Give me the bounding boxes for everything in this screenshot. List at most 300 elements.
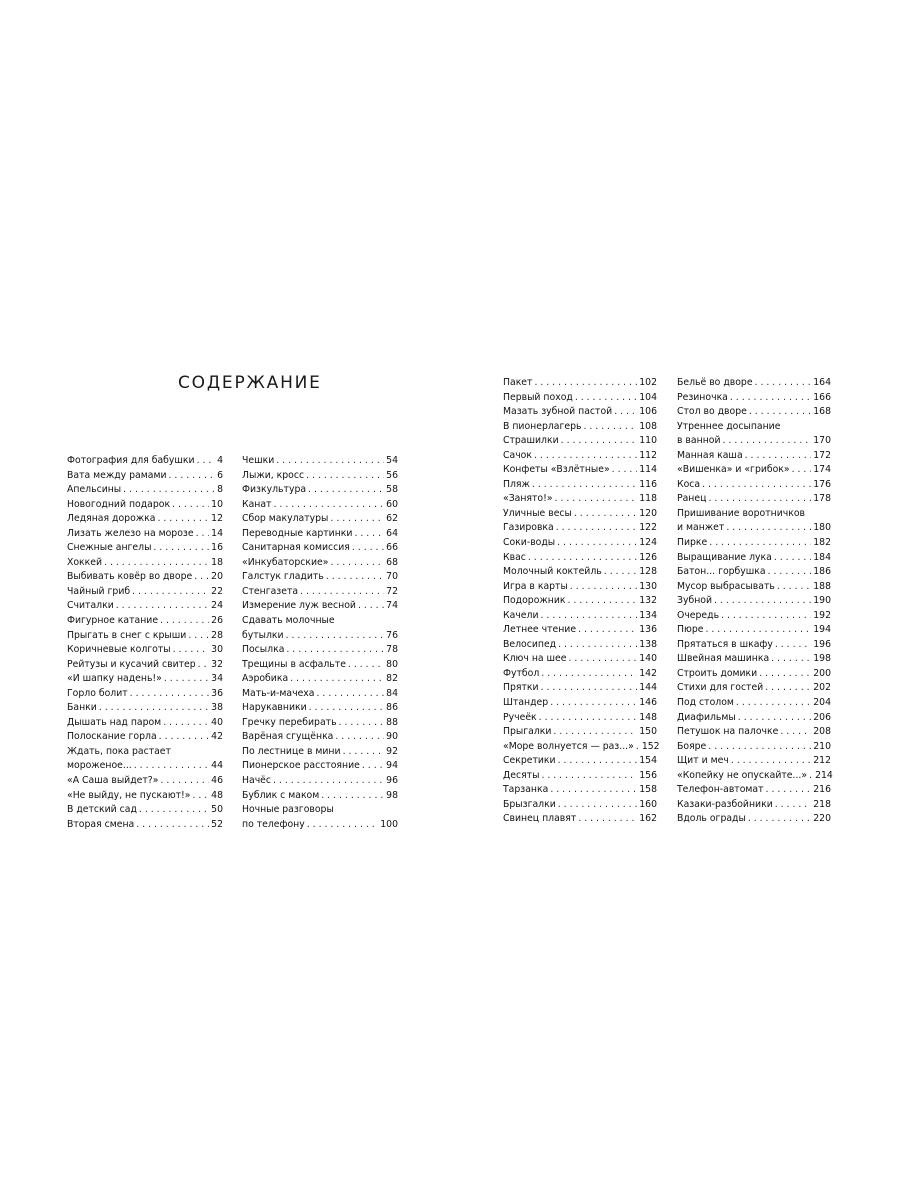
toc-entry-title: Нарукавники	[242, 702, 307, 714]
toc-entry[interactable]	[242, 716, 398, 731]
toc-entry[interactable]	[242, 498, 398, 513]
toc-entry-title: Хоккей	[67, 556, 103, 568]
toc-entry-page: 188	[813, 580, 831, 592]
toc-entry[interactable]	[503, 652, 657, 667]
toc-entry-title: Пюре	[677, 624, 704, 636]
dot-leader	[553, 725, 637, 740]
toc-entry[interactable]	[67, 512, 223, 527]
toc-entry[interactable]	[242, 774, 398, 789]
toc-entry-title: и манжет	[677, 522, 725, 534]
toc-entry-title: Зубной	[677, 595, 713, 607]
toc-entry[interactable]	[677, 580, 831, 595]
dot-leader	[330, 556, 384, 571]
toc-entry-page: 190	[813, 595, 831, 607]
toc-entry-page: 32	[211, 658, 223, 670]
dot-leader	[709, 536, 811, 551]
toc-entry-title: Секретики	[503, 755, 556, 767]
toc-entry[interactable]	[677, 391, 831, 406]
toc-entry-page: 54	[386, 455, 398, 466]
toc-entry-title: Уличные весы	[503, 507, 572, 519]
toc-entry-title: Апельсины	[67, 484, 122, 496]
toc-entry[interactable]	[677, 420, 831, 435]
toc-entry-page: 206	[813, 711, 831, 723]
toc-entry-title: Диафильмы	[677, 711, 736, 723]
toc-entry[interactable]	[503, 696, 657, 711]
dot-leader	[721, 609, 811, 624]
toc-entry-title: Измерение луж весной	[242, 600, 356, 612]
toc-entry[interactable]	[677, 711, 831, 726]
toc-entry[interactable]	[242, 701, 398, 716]
toc-entry[interactable]	[677, 667, 831, 682]
toc-entry[interactable]	[503, 740, 660, 755]
toc-entry-title: Резиночка	[677, 391, 728, 403]
toc-entry-title: Квас	[503, 551, 526, 563]
toc-entry[interactable]	[503, 725, 657, 740]
toc-entry[interactable]	[503, 681, 657, 696]
toc-entry[interactable]	[677, 638, 831, 653]
toc-entry[interactable]	[67, 730, 223, 745]
toc-entry[interactable]	[503, 478, 657, 493]
toc-entry[interactable]	[677, 507, 831, 522]
toc-entry[interactable]	[677, 681, 831, 696]
toc-entry-title: Игра в карты	[503, 580, 568, 592]
toc-entry[interactable]	[677, 521, 831, 536]
toc-entry-page: 192	[813, 609, 831, 621]
toc-entry[interactable]	[677, 812, 831, 827]
toc-entry[interactable]	[67, 454, 223, 469]
dot-leader	[570, 580, 637, 595]
toc-entry-page: 44	[211, 760, 223, 772]
toc-entry[interactable]	[67, 570, 223, 585]
toc-entry-page: 76	[386, 629, 398, 641]
dot-leader	[541, 681, 638, 696]
toc-entry-page: 84	[386, 687, 398, 699]
dot-leader	[730, 391, 811, 406]
toc-entry-page: 124	[639, 537, 657, 549]
toc-entry-title: Очередь	[677, 609, 720, 621]
toc-entry-page: 112	[639, 449, 657, 461]
toc-entry-page: 90	[386, 731, 398, 743]
toc-entry-page: 80	[386, 658, 398, 670]
dot-leader	[755, 376, 812, 391]
toc-entry[interactable]	[503, 463, 657, 478]
toc-entry[interactable]	[677, 696, 831, 711]
toc-entry[interactable]	[503, 754, 657, 769]
toc-entry[interactable]	[677, 594, 831, 609]
toc-entry-page: 22	[211, 585, 223, 597]
dot-leader	[104, 556, 209, 571]
toc-entry-title: Стихи для гостей	[677, 682, 764, 694]
toc-entry[interactable]	[67, 789, 223, 804]
dot-leader	[99, 701, 209, 716]
toc-entry-page: 98	[386, 789, 398, 801]
toc-entry[interactable]	[677, 565, 831, 580]
toc-entry-page: 218	[813, 798, 831, 810]
dot-leader	[348, 658, 384, 673]
toc-entry[interactable]	[242, 469, 398, 484]
toc-entry[interactable]	[67, 469, 223, 484]
toc-entry-page: 58	[386, 484, 398, 496]
toc-entry[interactable]	[242, 570, 398, 585]
dot-leader	[636, 740, 640, 755]
toc-entry-page: 220	[813, 813, 831, 825]
toc-entry-page: 74	[386, 600, 398, 612]
toc-entry[interactable]	[503, 507, 657, 522]
toc-entry[interactable]	[677, 463, 831, 478]
toc-entry[interactable]	[677, 769, 831, 784]
dot-leader	[286, 643, 384, 658]
dot-leader	[196, 527, 210, 542]
dot-leader	[541, 667, 637, 682]
toc-entry-title: Прыгалки	[503, 726, 552, 738]
toc-entry[interactable]	[67, 541, 223, 556]
toc-entry[interactable]	[67, 716, 223, 731]
toc-entry-title: Выращивание лука	[677, 551, 772, 563]
dot-leader	[558, 754, 638, 769]
dot-leader	[163, 716, 209, 731]
toc-entry[interactable]	[503, 623, 657, 638]
toc-entry[interactable]	[677, 449, 831, 464]
toc-entry-page: 62	[386, 513, 398, 525]
toc-entry[interactable]	[677, 798, 831, 813]
toc-entry[interactable]	[242, 527, 398, 542]
toc-entry[interactable]	[67, 527, 223, 542]
toc-entry[interactable]	[242, 803, 398, 818]
toc-entry[interactable]	[242, 759, 398, 774]
toc-entry[interactable]	[242, 599, 398, 614]
toc-entry-page: 26	[211, 615, 223, 627]
dot-leader	[194, 570, 209, 585]
toc-entry[interactable]	[503, 798, 657, 813]
toc-entry-page: 12	[211, 513, 223, 525]
toc-entry-title: Десяты	[503, 769, 540, 781]
toc-entry-title: Лизать железо на морозе	[67, 527, 194, 539]
toc-entry[interactable]	[677, 536, 831, 551]
dot-leader	[306, 469, 384, 484]
toc-entry-page: 102	[639, 377, 657, 388]
toc-entry-title: «Инкубаторские»	[242, 556, 329, 568]
toc-entry[interactable]	[242, 585, 398, 600]
dot-leader	[705, 623, 811, 638]
toc-entry-title: Ранец	[677, 493, 707, 505]
dot-leader	[575, 391, 637, 406]
toc-entry[interactable]	[242, 643, 398, 658]
toc-entry-title: Ждать, пока растает	[67, 745, 171, 757]
dot-leader	[276, 454, 384, 469]
dot-leader	[550, 696, 637, 711]
toc-entry-title: в ванной	[677, 435, 721, 447]
toc-entry-page: 170	[813, 435, 831, 447]
dot-leader	[748, 812, 811, 827]
dot-leader	[343, 745, 385, 760]
toc-entry[interactable]	[242, 512, 398, 527]
dot-leader	[173, 643, 210, 658]
toc-entry-title: Швейная машинка	[677, 653, 770, 665]
dot-leader	[528, 551, 637, 566]
toc-entry-page: 140	[639, 653, 657, 665]
toc-entry-title: Пляж	[503, 478, 530, 490]
toc-entry-page: 194	[813, 624, 831, 636]
toc-entry-page: 134	[639, 609, 657, 621]
dot-leader	[160, 774, 209, 789]
toc-entry-page: 14	[211, 527, 223, 539]
toc-entry-page: 210	[813, 740, 831, 752]
toc-entry[interactable]	[503, 667, 657, 682]
toc-entry[interactable]	[242, 556, 398, 571]
dot-leader	[130, 687, 209, 702]
toc-entry[interactable]	[242, 658, 398, 673]
toc-entry[interactable]	[503, 551, 657, 566]
toc-entry-page: 120	[639, 507, 657, 519]
toc-entry[interactable]	[67, 556, 223, 571]
toc-entry[interactable]	[503, 391, 657, 406]
toc-entry[interactable]	[677, 492, 831, 507]
toc-entry[interactable]	[503, 376, 657, 391]
toc-entry[interactable]	[67, 687, 223, 702]
toc-entry[interactable]	[503, 812, 657, 827]
toc-entry-page: 176	[813, 478, 831, 490]
toc-entry[interactable]	[67, 672, 223, 687]
dot-leader	[188, 629, 209, 644]
toc-entry-title: Пришивание воротничков	[677, 507, 806, 519]
toc-entry-page: 48	[211, 789, 223, 801]
toc-entry-page: 136	[639, 624, 657, 636]
toc-entry[interactable]	[503, 434, 657, 449]
toc-entry-title: «И шапку надень!»	[67, 673, 162, 685]
toc-entry[interactable]	[242, 614, 398, 629]
toc-entry-title: Бублик с маком	[242, 789, 320, 801]
dot-leader	[541, 769, 637, 784]
toc-entry[interactable]	[503, 565, 657, 580]
toc-entry-title: Начёс	[242, 775, 272, 787]
toc-entry[interactable]	[503, 594, 657, 609]
toc-entry-page: 132	[639, 595, 657, 607]
toc-entry[interactable]	[67, 818, 223, 833]
page-title: СОДЕРЖАНИЕ	[178, 373, 322, 393]
dot-leader	[160, 614, 209, 629]
toc-entry-page: 130	[639, 580, 657, 592]
toc-entry[interactable]	[242, 672, 398, 687]
toc-entry[interactable]	[242, 541, 398, 556]
toc-entry-title: Конфеты «Взлётные»	[503, 464, 610, 476]
toc-entry-title: Чешки	[242, 455, 275, 466]
dot-leader	[780, 725, 811, 740]
toc-entry-title: Новогодний подарок	[67, 498, 171, 510]
toc-column-3	[503, 376, 660, 827]
dot-leader	[164, 672, 209, 687]
toc-entry-page: 86	[386, 702, 398, 714]
dot-leader	[612, 463, 638, 478]
toc-column-2	[242, 454, 398, 832]
toc-entry-page: 212	[813, 755, 831, 767]
toc-entry-page: 108	[639, 420, 657, 432]
dot-leader	[308, 483, 384, 498]
toc-entry-title: Вата между рамами	[67, 469, 167, 481]
toc-entry[interactable]	[503, 638, 657, 653]
toc-entry[interactable]	[503, 536, 657, 551]
toc-entry[interactable]	[503, 521, 657, 536]
toc-entry-title: Казаки-разбойники	[677, 798, 773, 810]
toc-entry-page: 110	[639, 435, 657, 447]
dot-leader	[555, 492, 638, 507]
toc-entry-title: Под столом	[677, 697, 734, 709]
dot-leader	[708, 740, 811, 755]
toc-entry-page: 64	[386, 527, 398, 539]
dot-leader	[132, 585, 209, 600]
toc-entry[interactable]	[503, 711, 657, 726]
toc-entry-page: 10	[211, 498, 223, 510]
toc-entry-page: 154	[639, 755, 657, 767]
toc-entry[interactable]	[677, 434, 831, 449]
toc-entry-title: «А Саша выйдет?»	[67, 775, 159, 787]
toc-entry[interactable]	[677, 405, 831, 420]
toc-entry-title: Соки-воды	[503, 537, 556, 549]
toc-entry-page: 88	[386, 716, 398, 728]
toc-entry[interactable]	[67, 599, 223, 614]
toc-entry-title: «Море волнуется — раз...»	[503, 740, 634, 752]
toc-entry-title: «Копейку не опускайте...»	[677, 769, 808, 781]
toc-entry[interactable]	[677, 551, 831, 566]
toc-entry[interactable]	[67, 701, 223, 716]
toc-entry[interactable]	[67, 774, 223, 789]
toc-entry-page: 208	[813, 726, 831, 738]
dot-leader	[738, 711, 811, 726]
toc-entry[interactable]	[67, 498, 223, 513]
toc-entry-page: 158	[639, 784, 657, 796]
toc-entry[interactable]	[67, 643, 223, 658]
toc-entry-page: 186	[813, 566, 831, 578]
toc-entry-page: 106	[639, 406, 657, 418]
toc-entry[interactable]	[242, 745, 398, 760]
toc-entry[interactable]	[677, 623, 831, 638]
toc-entry[interactable]	[242, 730, 398, 745]
toc-entry-title: Лыжи, кросс	[242, 469, 305, 481]
toc-entry-title: бутылки	[242, 629, 284, 641]
toc-entry[interactable]	[677, 783, 831, 798]
toc-entry-title: Варёная сгущёнка	[242, 731, 334, 743]
dot-leader	[116, 599, 209, 614]
toc-entry-title: Коса	[677, 478, 701, 490]
toc-entry[interactable]	[67, 658, 223, 673]
toc-entry[interactable]	[677, 478, 831, 493]
toc-entry[interactable]	[503, 492, 657, 507]
toc-entry[interactable]	[67, 483, 223, 498]
dot-leader	[539, 711, 638, 726]
dot-leader	[335, 730, 384, 745]
toc-entry[interactable]	[677, 740, 831, 755]
toc-entry-title: Трещины в асфальте	[242, 658, 346, 670]
toc-entry-page: 142	[639, 667, 657, 679]
toc-entry[interactable]	[677, 725, 831, 740]
toc-entry-title: В детский сад	[67, 804, 137, 816]
toc-entry[interactable]	[242, 789, 398, 804]
toc-entry-page: 144	[639, 682, 657, 694]
toc-entry[interactable]	[503, 405, 657, 420]
toc-entry-page: 30	[211, 644, 223, 656]
toc-entry-title: Сдавать молочные	[242, 615, 335, 627]
toc-entry[interactable]	[67, 759, 223, 774]
toc-entry[interactable]	[677, 754, 831, 769]
toc-entry-title: Мать-и-мачеха	[242, 687, 315, 699]
toc-entry[interactable]	[67, 614, 223, 629]
dot-leader	[326, 570, 384, 585]
toc-entry[interactable]	[677, 376, 831, 391]
toc-entry-title: Санитарная комиссия	[242, 542, 350, 554]
toc-entry[interactable]	[503, 769, 657, 784]
toc-entry-title: Сачок	[503, 449, 532, 461]
dot-leader	[774, 551, 811, 566]
dot-leader	[569, 652, 638, 667]
toc-entry-title: Штандер	[503, 697, 549, 709]
toc-entry[interactable]	[242, 629, 398, 644]
toc-entry[interactable]	[503, 420, 657, 435]
toc-entry-page: 96	[386, 775, 398, 787]
toc-entry[interactable]	[242, 483, 398, 498]
toc-entry[interactable]	[503, 783, 657, 798]
toc-entry[interactable]	[67, 745, 223, 760]
toc-entry-page: 116	[639, 478, 657, 490]
dot-leader	[614, 405, 637, 420]
toc-entry[interactable]	[67, 585, 223, 600]
toc-entry-title: Брызгалки	[503, 798, 556, 810]
dot-leader	[771, 652, 811, 667]
dot-leader	[317, 687, 385, 702]
toc-entry-title: Банки	[67, 702, 97, 714]
dot-leader	[534, 376, 637, 391]
toc-entry[interactable]	[242, 818, 398, 833]
dot-leader	[749, 405, 811, 420]
dot-leader	[561, 434, 638, 449]
toc-entry[interactable]	[503, 609, 657, 624]
dot-leader	[558, 638, 637, 653]
toc-entry-title: Дышать над паром	[67, 716, 162, 728]
toc-entry-title: Утреннее досыпание	[677, 420, 781, 432]
toc-entry[interactable]	[67, 629, 223, 644]
toc-entry-page: 122	[639, 522, 657, 534]
toc-entry-title: Пионерское расстояние	[242, 760, 360, 772]
toc-entry[interactable]	[67, 803, 223, 818]
toc-entry-title: Подорожник	[503, 595, 566, 607]
toc-entry-title: Стенгазета	[242, 585, 299, 597]
toc-entry-title: Прятки	[503, 682, 539, 694]
dot-leader	[777, 580, 811, 595]
toc-entry-page: 168	[813, 406, 831, 418]
toc-entry-title: Строить домики	[677, 667, 758, 679]
toc-entry-page: 148	[639, 711, 657, 723]
dot-leader	[274, 498, 385, 513]
dot-leader	[534, 449, 637, 464]
toc-entry-page: 38	[211, 702, 223, 714]
toc-entry[interactable]	[503, 449, 657, 464]
toc-entry-title: Коричневые колготы	[67, 644, 171, 656]
toc-entry[interactable]	[503, 580, 657, 595]
toc-entry[interactable]	[242, 454, 398, 469]
toc-entry-title: Фотография для бабушки	[67, 455, 195, 466]
dot-leader	[723, 434, 812, 449]
toc-entry[interactable]	[677, 609, 831, 624]
toc-entry-title: Посылка	[242, 644, 285, 656]
dot-leader	[192, 789, 209, 804]
toc-entry-page: 146	[639, 697, 657, 709]
dot-leader	[358, 599, 384, 614]
toc-entry-title: Сбор макулатуры	[242, 513, 329, 525]
dot-leader	[307, 818, 379, 833]
toc-entry[interactable]	[677, 652, 831, 667]
toc-entry[interactable]	[242, 687, 398, 702]
dot-leader	[574, 507, 637, 522]
toc-entry-page: 72	[386, 585, 398, 597]
toc-entry-page: 200	[813, 667, 831, 679]
